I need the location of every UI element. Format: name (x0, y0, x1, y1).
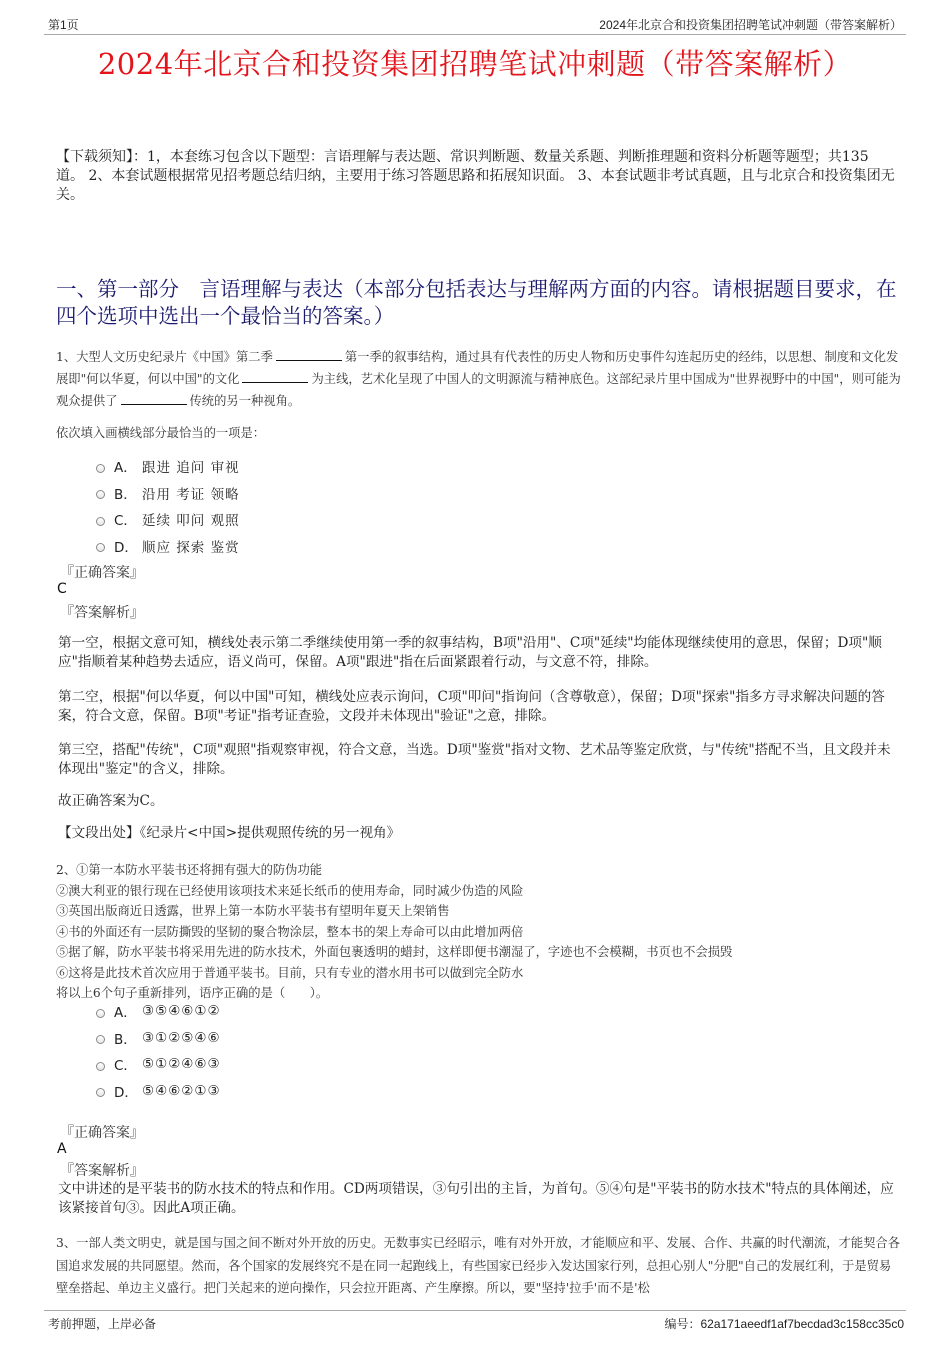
analysis-label: 『答案解析』 (60, 1163, 144, 1179)
footer-slogan: 考前押题，上岸必备 (48, 1317, 157, 1331)
blank-3 (121, 392, 187, 405)
radio-icon[interactable] (96, 1062, 105, 1071)
radio-icon[interactable] (96, 464, 105, 473)
question-1-prompt: 依次填入画横线部分最恰当的一项是： (56, 426, 266, 440)
radio-icon[interactable] (96, 1088, 105, 1097)
correct-answer-label: 『正确答案』 (60, 1125, 144, 1141)
analysis-paragraph: 第一空，根据文意可知，横线处表示第二季继续使用第一季的叙事结构，B项"沿用"、C项"延续"均能体现继续使用的意思，保留；D项"顺应"指顺着某种趋势去适应，语义尚可，保留。A项"跟进"指在后面紧跟着行动，与文意不符，排除。 (58, 635, 882, 670)
radio-icon[interactable] (96, 517, 105, 526)
radio-icon[interactable] (96, 1035, 105, 1044)
option-d[interactable]: D． 顺应 探索 鉴赏 (96, 533, 240, 560)
analysis-label: 『答案解析』 (60, 605, 144, 621)
header-doc-name: 2024年北京合和投资集团招聘笔试冲刺题（带答案解析） (599, 18, 902, 32)
analysis-paragraph: 文中讲述的是平装书的防水技术的特点和作用。CD两项错误，③句引出的主旨，为首句。⑤④句是"平装书的防水技术"特点的具体阐述，应该紧接首句③。因此A项正确。 (58, 1181, 894, 1216)
question-1-options (96, 453, 240, 559)
page-number: 第1页 (48, 18, 79, 32)
radio-icon[interactable] (96, 490, 105, 499)
question-1-stem: 1、大型人文历史纪录片《中国》第二季 第一季的叙事结构，通过具有代表性的历史人物和历史事件勾连起历史的经纬，以思想、制度和文化发展即"何以华夏，何以中国"的文化 为主线，艺术化呈现了中国人的文明源流与精神底色。这部纪录片里中国成为"世界视野中的中国"，则可能为观众提供了 传统的另一种视角。 (56, 350, 901, 408)
analysis-conclusion: 故正确答案为C。 (58, 793, 164, 809)
blank-1 (276, 348, 342, 361)
radio-icon[interactable] (96, 543, 105, 552)
source-citation: 【文段出处】《纪录片<中国>提供观照传统的另一视角》 (58, 825, 401, 841)
option-a[interactable]: A． ③⑤④⑥①② (96, 998, 221, 1025)
page-header (44, 14, 906, 35)
option-c[interactable]: C． 延续 叩问 观照 (96, 506, 240, 533)
page-footer (44, 1310, 906, 1333)
correct-answer-value: A (57, 1141, 67, 1157)
correct-answer-value: C (57, 581, 67, 597)
footer-serial: 编号：62a171aeedf1af7becdad3c158cc35c0 (664, 1317, 904, 1331)
question-2-stem: 2、①第一本防水平装书还将拥有强大的防伪功能 ②澳大利亚的银行现在已经使用该项技术来延长纸币的使用寿命，同时减少伪造的风险 ③英国出版商近日透露，世界上第一本防水平装书有望明年夏天上架销售 ④书的外面还有一层防撕毁的坚韧的聚合物涂层，整本书的架上寿命可以由此增加两倍 ⑤据了解，防水平装书将采用先进的防水技术，外面包裹透明的蜡封，这样即便书潮湿了，字迹也不会模糊，书页也不会损毁 ⑥这将是此技术首次应用于普通平装书。目前，只有专业的潜水用书可以做到完全防水 将以上6个句子重新排列，语序正确的是（ ）。 (56, 863, 733, 1000)
correct-answer-label: 『正确答案』 (60, 565, 144, 581)
download-notice: 【下载须知】：1，本套练习包含以下题型：言语理解与表达题、常识判断题、数量关系题、判断推理题和资料分析题等题型；共135道。 2、本套试题根据常见招考题总结归纳，主要用于练习答题思路和拓展知识面。 3、本套试题非考试真题，且与北京合和投资集团无关。 (56, 149, 895, 203)
analysis-paragraph: 第三空，搭配"传统"，C项"观照"指观察审视，符合文意，当选。D项"鉴赏"指对文物、艺术品等鉴定欣赏，与"传统"搭配不当，且文段并未体现出"鉴定"的含义，排除。 (58, 742, 891, 777)
option-d[interactable]: D． ⑤④⑥②①③ (96, 1078, 221, 1105)
option-b[interactable]: B． 沿用 考证 领略 (96, 480, 240, 507)
question-3-stem: 3、一部人类文明史，就是国与国之间不断对外开放的历史。无数事实已经昭示，唯有对外开放，才能顺应和平、发展、合作、共赢的时代潮流，才能契合各国追求发展的共同愿望。然而，各个国家的发展终究不是在同一起跑线上，有些国家已经步入发达国家行列，总担心别人"分肥"自己的发展红利，于是贸易壁垒搭起、单边主义盛行。把门关起来的逆向操作，只会拉开距离、产生摩擦。所以，要"坚持'拉手'而不是'松 (56, 1236, 901, 1295)
option-c[interactable]: C． ⑤①②④⑥③ (96, 1051, 221, 1078)
option-b[interactable]: B． ③①②⑤④⑥ (96, 1025, 221, 1052)
analysis-paragraph: 第二空，根据"何以华夏，何以中国"可知，横线处应表示询问，C项"叩问"指询问（含尊敬意），保留；D项"探索"指多方寻求解决问题的答案，符合文意，保留。B项"考证"指考证查验，文段并未体现出"验证"之意，排除。 (58, 689, 885, 724)
option-a[interactable]: A． 跟进 追问 审视 (96, 453, 240, 480)
section-title: 一、第一部分 言语理解与表达（本部分包括表达与理解两方面的内容。请根据题目要求，在四个选项中选出一个最恰当的答案。） (56, 277, 897, 328)
radio-icon[interactable] (96, 1009, 105, 1018)
question-2-options (96, 998, 221, 1104)
document-title: 2024年北京合和投资集团招聘笔试冲刺题（带答案解析） (97, 47, 853, 81)
blank-2 (242, 370, 308, 383)
